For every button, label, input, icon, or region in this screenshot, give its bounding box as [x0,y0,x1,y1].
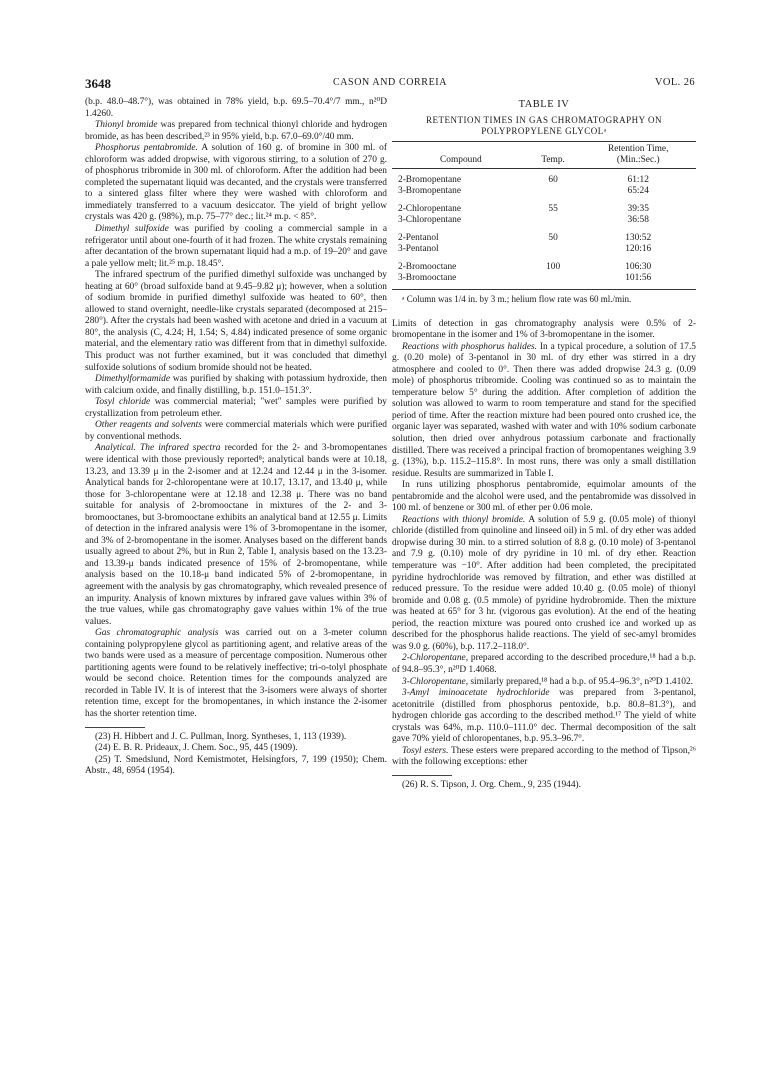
cell-retention: 65:24 [627,186,649,197]
table-row [392,198,696,216]
right-body-text [392,319,696,769]
retention-table [392,141,696,290]
paragraph-lead: Reactions with phosphorus halides. [402,341,537,352]
footnote: (25) T. Smedslund, Nord Kemistmotet, Helsingfors, 7, 199 (1950); Chem. Abstr., 48, 6954 (1954). [85,754,387,777]
paragraph-text: The infrared spectrum of the purified dimethyl sulfoxide was unchanged by heating at 60° (broad sulfoxide band at 9.45–9.82 μ); however, when a solution of sodium bromide in purified dimethyl sulfoxide was heated to 60°, then allowed to stand overnight, needle-like crystals separated (decomposed at 215–280°). After the crystals had been washed with acetone and dried in a vacuum at 80°, the analysis (C, 4.24; H, 1.54; S, 4.84) indicated presence of some organic material, and the elementary ratio was different from that in dimethyl sulfoxide. This product was not further examined, but it was concluded that dimethyl sulfoxide solutions of sodium bromide should not be heated. [85,270,387,373]
paragraph-lead: Dimethyl sulfoxide [95,224,169,235]
cell-temp [526,215,581,227]
paragraph-text: was commercial material; "wet" samples were purified by crystallization from petroleum ether. [85,397,387,419]
paragraph [392,515,696,654]
footnote-rule [85,727,145,728]
paragraph-lead: Analytical. The infrared spectra [95,443,221,454]
paragraph-text: was purified by cooling a commercial sample in a refrigerator until about one-fourth of it had frozen. The white crystals remaining after decantation of the brown supernatant liquid had a m.p. of 19–20° and gave a pale yellow melt; lit.²⁵ m.p. 18.45°. [85,224,387,269]
cell-temp: 55 [548,203,558,214]
paragraph [392,677,696,689]
cell-temp: 100 [546,261,561,272]
paragraph-lead: Thionyl bromide [95,120,158,131]
paragraph-lead: 3-Chloropentane, [402,676,469,687]
table-caption: RETENTION TIMES IN GAS CHROMATOGRAPHY ON POLYPROPYLENE GLYCOLᵃ [425,114,663,136]
table-row [392,168,696,186]
cell-retention: 106:30 [625,261,652,272]
cell-compound: 2-Bromooctane [398,261,457,272]
left-column [85,97,387,778]
paragraph [85,120,387,143]
paragraph [392,746,696,769]
cell-retention: 101:56 [580,273,696,289]
col-header-temp: Temp. [526,141,581,168]
footnote: (23) H. Hibbert and J. C. Pullman, Inorg. Syntheses, 1, 113 (1939). [95,731,347,742]
right-column [392,97,696,791]
paragraph [85,397,387,420]
left-footnotes [85,732,387,778]
paragraph-lead: Tosyl chloride [95,397,151,408]
paragraph [85,224,387,270]
table-row [392,186,696,198]
table-footnote: ᵃ Column was 1/4 in. by 3 m.; helium flow rate was 60 ml./min. [402,293,632,304]
paragraph-text: (b.p. 48.0–48.7°), was obtained in 78% yield, b.p. 69.5–70.4°/7 mm., n²⁰D 1.4260. [85,97,387,119]
paragraph-text: These esters were prepared according to the method of Tipson,²⁶ with the following exceptions: ether [392,745,697,768]
paragraph-text: was prepared from technical thionyl chloride and hydrogen bromide, as has been described,²³ in 95% yield, b.p. 67.0–69.0°/40 mm. [85,120,388,142]
table-iv [392,99,696,305]
paragraph [85,420,387,443]
cell-temp: 50 [548,232,558,243]
right-footnotes [392,780,696,792]
cell-retention: 61:12 [627,174,649,185]
cell-compound: 2-Pentanol [398,232,439,243]
cell-retention: 120:16 [625,244,652,255]
paragraph [392,480,696,515]
cell-compound: 3-Pentanol [398,244,439,255]
cell-temp [526,186,581,198]
cell-retention: 36:58 [627,215,649,226]
cell-compound: 2-Chloropentane [398,203,462,214]
paragraph [392,653,696,676]
table-row [392,244,696,256]
cell-compound: 3-Bromopentane [398,186,462,197]
running-authors: CASON AND CORREIA [332,77,448,88]
paragraph-lead: Phosphorus pentabromide. [95,143,198,154]
col-header-retention: Retention Time, (Min.:Sec.) [580,141,696,168]
paragraph-text: A solution of 160 g. of bromine in 300 ml. of chloroform was added dropwise, with vigorous stirring, to a solution of 270 g. of phosphorus tribromide in 300 ml. of chloroform. After the addition had been completed the supernatant liquid was decanted, and the crystals were transferred to a sintered glass filter where they were washed with chloroform and immediately transferred to a vacuum desiccator. The yield of bright yellow crystals was 420 g. (98%), m.p. 75–77° dec.; lit.²⁴ m.p. < 85°. [85,143,387,223]
cell-compound: 3-Bromooctane [392,273,526,289]
paragraph-text: were commercial materials which were purified by conventional methods. [85,420,387,442]
page-number: 3648 [85,76,111,91]
cell-retention: 130:52 [625,232,652,243]
paragraph-lead: Reactions with thionyl bromide. [402,514,526,525]
table-title: TABLE IV [518,99,570,110]
left-body-text [85,97,387,721]
paragraph-lead: 2-Chloropentane, [402,653,469,664]
table-row [392,256,696,274]
paragraph [85,628,387,720]
cell-retention: 39:35 [627,203,649,214]
table-row [392,273,696,289]
paragraph-text: was prepared from 3-pentanol, acetonitrile (distilled from phosphorus pentoxide, b.p. 80.8–81.3°), and hydrogen chloride gas according to the described method.¹⁷ The yield of white crystals was 64%, m.p. 110.0–111.0° dec. Thermal decomposition of the salt gave 70% yield of chloropentanes, b.p. 95.3–96.7°. [392,688,696,745]
paragraph-lead: Dimethylformamide [95,374,170,385]
paragraph [392,319,696,342]
col-header-compound: Compound [392,141,526,168]
paragraph-text: was carried out on a 3-meter column containing polypropylene glycol as partitioning agent, and relative areas of the two bands were used as a measure of percentage composition. Numerous other partitioning agents were found to be relatively ineffective; tri-o-tolyl phosphate would be second choice. Retention times for the compounds analyzed are recorded in Table IV. It is of interest that the 3-isomers were always of shorter retention time, except for the bromopentanes, in which instance the 2-isomer has the shorter retention time. [85,628,387,719]
table-row [392,227,696,245]
paragraph-text: Limits of detection in gas chromatography analysis were 0.5% of 2-bromopentane in the isomer and 1% of 3-bromopentane in the isomer. [392,318,696,341]
footnote: (26) R. S. Tipson, J. Org. Chem., 9, 235 (1944). [402,779,582,790]
cell-compound: 2-Bromopentane [398,174,462,185]
paragraph [392,342,696,481]
paragraph [392,688,696,746]
cell-compound: 3-Chloropentane [398,215,462,226]
paragraph-lead: Other reagents and solvents [95,420,202,431]
paragraph-text: recorded for the 2- and 3-bromopentanes were identical with those previously reported⁸; analytical bands were at 10.18, 13.23, and 13.39 μ in the 2-isomer and at 12.24 and 12.44 μ in the 3-isomer. Analytical bands for 2-chloropentane were at 10.17, 13.17, and 13.40 μ, while those for 3-chloropentane were at 12.18 and 12.38 μ. There was no band suitable for analysis of 2-bromooctane in mixtures of the 2- and 3-bromooctanes, but 3-bromooctane exhibits an analytical band at 12.55 μ. Limits of detection in the infrared analysis were 1% of 3-bromopentane in the isomer, and 3% of 2-bromopentane in the isomer. Analyses based on the different bands usually agreed to about 2%, but in Run 2, Table I, analysis based on the 13.23- and 13.39-μ bands indicated presence of 15% of 2-bromopentane, while analysis based on the 10.18-μ band indicated 5% of 2-bromopentane, in agreement with the analysis by gas chromatography, which revealed presence of an impurity. Analysis of known mixtures by infrared gave values within 3% of the true values, while gas chromatography gave values within 1% of the true values. [85,443,387,627]
paragraph-lead: Tosyl esters. [402,745,449,756]
footnote-rule [392,775,452,776]
paragraph-text: similarly prepared,¹⁸ had a b.p. of 95.4–96.3°, n²⁰D 1.4102. [468,676,694,687]
table-row [392,215,696,227]
paragraph-text: was purified by shaking with potassium hydroxide, then with calcium oxide, and finally distilling, b.p. 151.0–151.3°. [85,374,387,396]
paragraph [85,97,387,120]
running-header [85,76,695,92]
footnote: (24) E. B. R. Prideaux, J. Chem. Soc., 95, 445 (1909). [95,743,298,754]
paragraph-text: In a typical procedure, a solution of 17.5 g. (0.20 mole) of 3-pentanol in 30 ml. of dry ether was stirred in a dry atmosphere and cooled to 0°. Then there was added dropwise 24.3 g. (0.09 mole) of phosphorus tribromide. Cooling was continued so as to maintain the temperature below 5° during the addition. After completion of addition the solution was allowed to warm to room temperature and stand for the specified period of time. After the reaction mixture had been poured onto crushed ice, the organic layer was separated, washed with water and with 10% sodium carbonate solution, then dried over anhydrous potassium carbonate and fractionally distilled. There was received a principal fraction of bromopentanes weighing 3.9 g. (13%), b.p. 115.2–115.8°. In most runs, there was only a small distillation residue. Results are summarized in Table I. [392,341,696,479]
paragraph-lead: Gas chromatographic analysis [95,628,219,639]
volume-label: VOL. 26 [654,77,695,88]
paragraph-lead: 3-Amyl iminoacetate hydrochloride [402,688,550,699]
paragraph-text: In runs utilizing phosphorus pentabromide, equimolar amounts of the pentabromide and the alcohol were used, and the pentabromide was dissolved in 100 ml. of benzene or 300 ml. of ether per 0.06 mole. [392,480,696,514]
paragraph-text: A solution of 5.9 g. (0.05 mole) of thionyl chloride (distilled from quinoline and linseed oil) in 5 ml. of dry ether was added dropwise during 30 min. to a stirred solution of 8.8 g. (0.10 mole) of 3-pentanol and 7.9 g. (0.10) mole of dry pyridine in 10 ml. of dry ether. Reaction temperature was −10°. After addition had been completed, the precipitated pyridine hydrochloride was removed by filtration, and ether was distilled at reduced pressure. To the residue were added 10.40 g. (0.05 mole) of thionyl bromide and 0.08 g. (0.5 mmole) of pyridine hydrobromide. Then the mixture was heated at 65° for 3 hr. (vigorous gas evolution). At the end of the heating period, the reaction mixture was poured onto crushed ice and worked up as described for the phosphorus halide reactions. The yield of sec-amyl bromides was 9.0 g. (60%), b.p. 117.2–118.0°. [392,514,696,652]
paragraph [85,443,387,628]
cell-temp [526,273,581,289]
paragraph-text: prepared according to the described procedure,¹⁸ had a b.p. of 94.8–95.3°, n²⁰D 1.4068. [392,653,696,675]
paragraph [85,270,387,374]
cell-temp: 60 [548,174,558,185]
paragraph [85,143,387,224]
cell-temp [526,244,581,256]
paragraph [85,374,387,397]
